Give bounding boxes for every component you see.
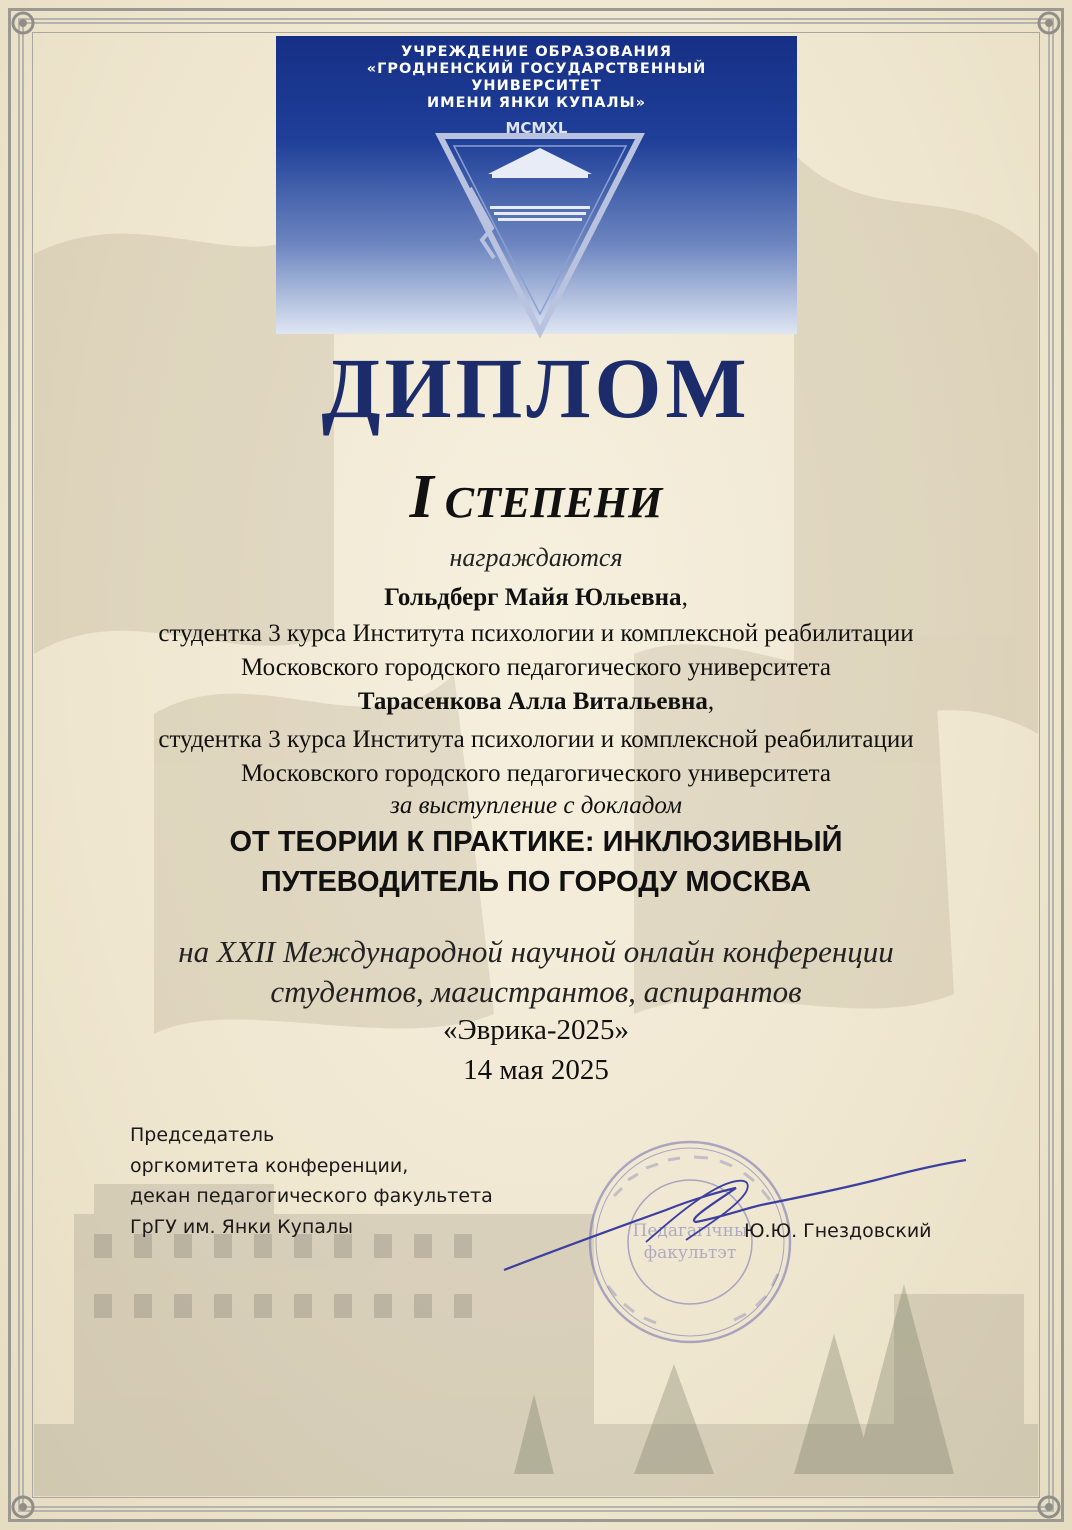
report-topic: ПУТЕВОДИТЕЛЬ ПО ГОРОДУ МОСКВА — [260, 866, 812, 898]
university-name-line: УЧРЕЖДЕНИЕ ОБРАЗОВАНИЯ — [401, 44, 672, 60]
signer-position-line: оргкомитета конференции, — [130, 1154, 409, 1177]
recipient-university: Московского городского педагогического университета — [241, 760, 831, 787]
university-emblem-icon — [430, 128, 650, 340]
emblem-roman-year: MCMXL — [505, 119, 568, 137]
signer-position-line: Председатель — [130, 1124, 275, 1146]
recipient-name: Гольдберг Майя Юльевна — [384, 584, 682, 611]
awarded-label: награждаются — [449, 543, 623, 572]
conference-participants: студентов, магистрантов, аспирантов — [270, 974, 802, 1009]
university-name-line: ИМЕНИ ЯНКИ КУПАЛЫ» — [427, 95, 646, 111]
signer-position-line: декан педагогического факультета — [130, 1185, 493, 1207]
svg-text:факультэт: факультэт — [643, 1243, 737, 1263]
corner-ornament-icon — [1032, 1490, 1066, 1524]
degree-line — [40, 462, 1032, 533]
university-name — [276, 44, 797, 112]
signer-position — [130, 1120, 493, 1242]
degree-word: СТЕПЕНИ — [444, 478, 663, 527]
svg-text:Педагагічны: Педагагічны — [632, 1221, 748, 1241]
diploma-title: ДИПЛОМ — [321, 340, 751, 436]
corner-ornament-icon — [6, 1490, 40, 1524]
signer-name: Ю.Ю. Гнездовский — [744, 1220, 932, 1242]
report-intro: за выступление с докладом — [390, 792, 682, 819]
corner-ornament-icon — [1032, 6, 1066, 40]
handwritten-signature — [496, 1150, 976, 1280]
signer-position-line: ГрГУ им. Янки Купалы — [130, 1215, 354, 1238]
degree-roman: I — [409, 463, 434, 531]
recipient-university: Московского городского педагогического университета — [241, 654, 831, 681]
conference-description: на XXII Международной научной онлайн конференции — [178, 934, 894, 969]
university-banner — [276, 36, 797, 334]
conference-name: «Эврика-2025» — [442, 1014, 630, 1046]
recipient-name-line: Тарасенкова Алла Витальевна, — [357, 688, 715, 715]
recipient-name-line: Гольдберг Майя Юльевна, — [384, 584, 688, 611]
recipient-affiliation: студентка 3 курса Института психологии и комплексной реабилитации — [158, 726, 914, 753]
recipient-name: Тарасенкова Алла Витальевна — [357, 688, 708, 715]
university-name-line: УНИВЕРСИТЕТ — [471, 78, 602, 94]
corner-ornament-icon — [6, 6, 40, 40]
recipient-affiliation: студентка 3 курса Института психологии и комплексной реабилитации — [158, 620, 914, 647]
university-name-line: «ГРОДНЕНСКИЙ ГОСУДАРСТВЕННЫЙ — [366, 61, 707, 77]
report-topic: ОТ ТЕОРИИ К ПРАКТИКЕ: ИНКЛЮЗИВНЫЙ — [229, 826, 843, 858]
conference-date: 14 мая 2025 — [463, 1054, 609, 1086]
